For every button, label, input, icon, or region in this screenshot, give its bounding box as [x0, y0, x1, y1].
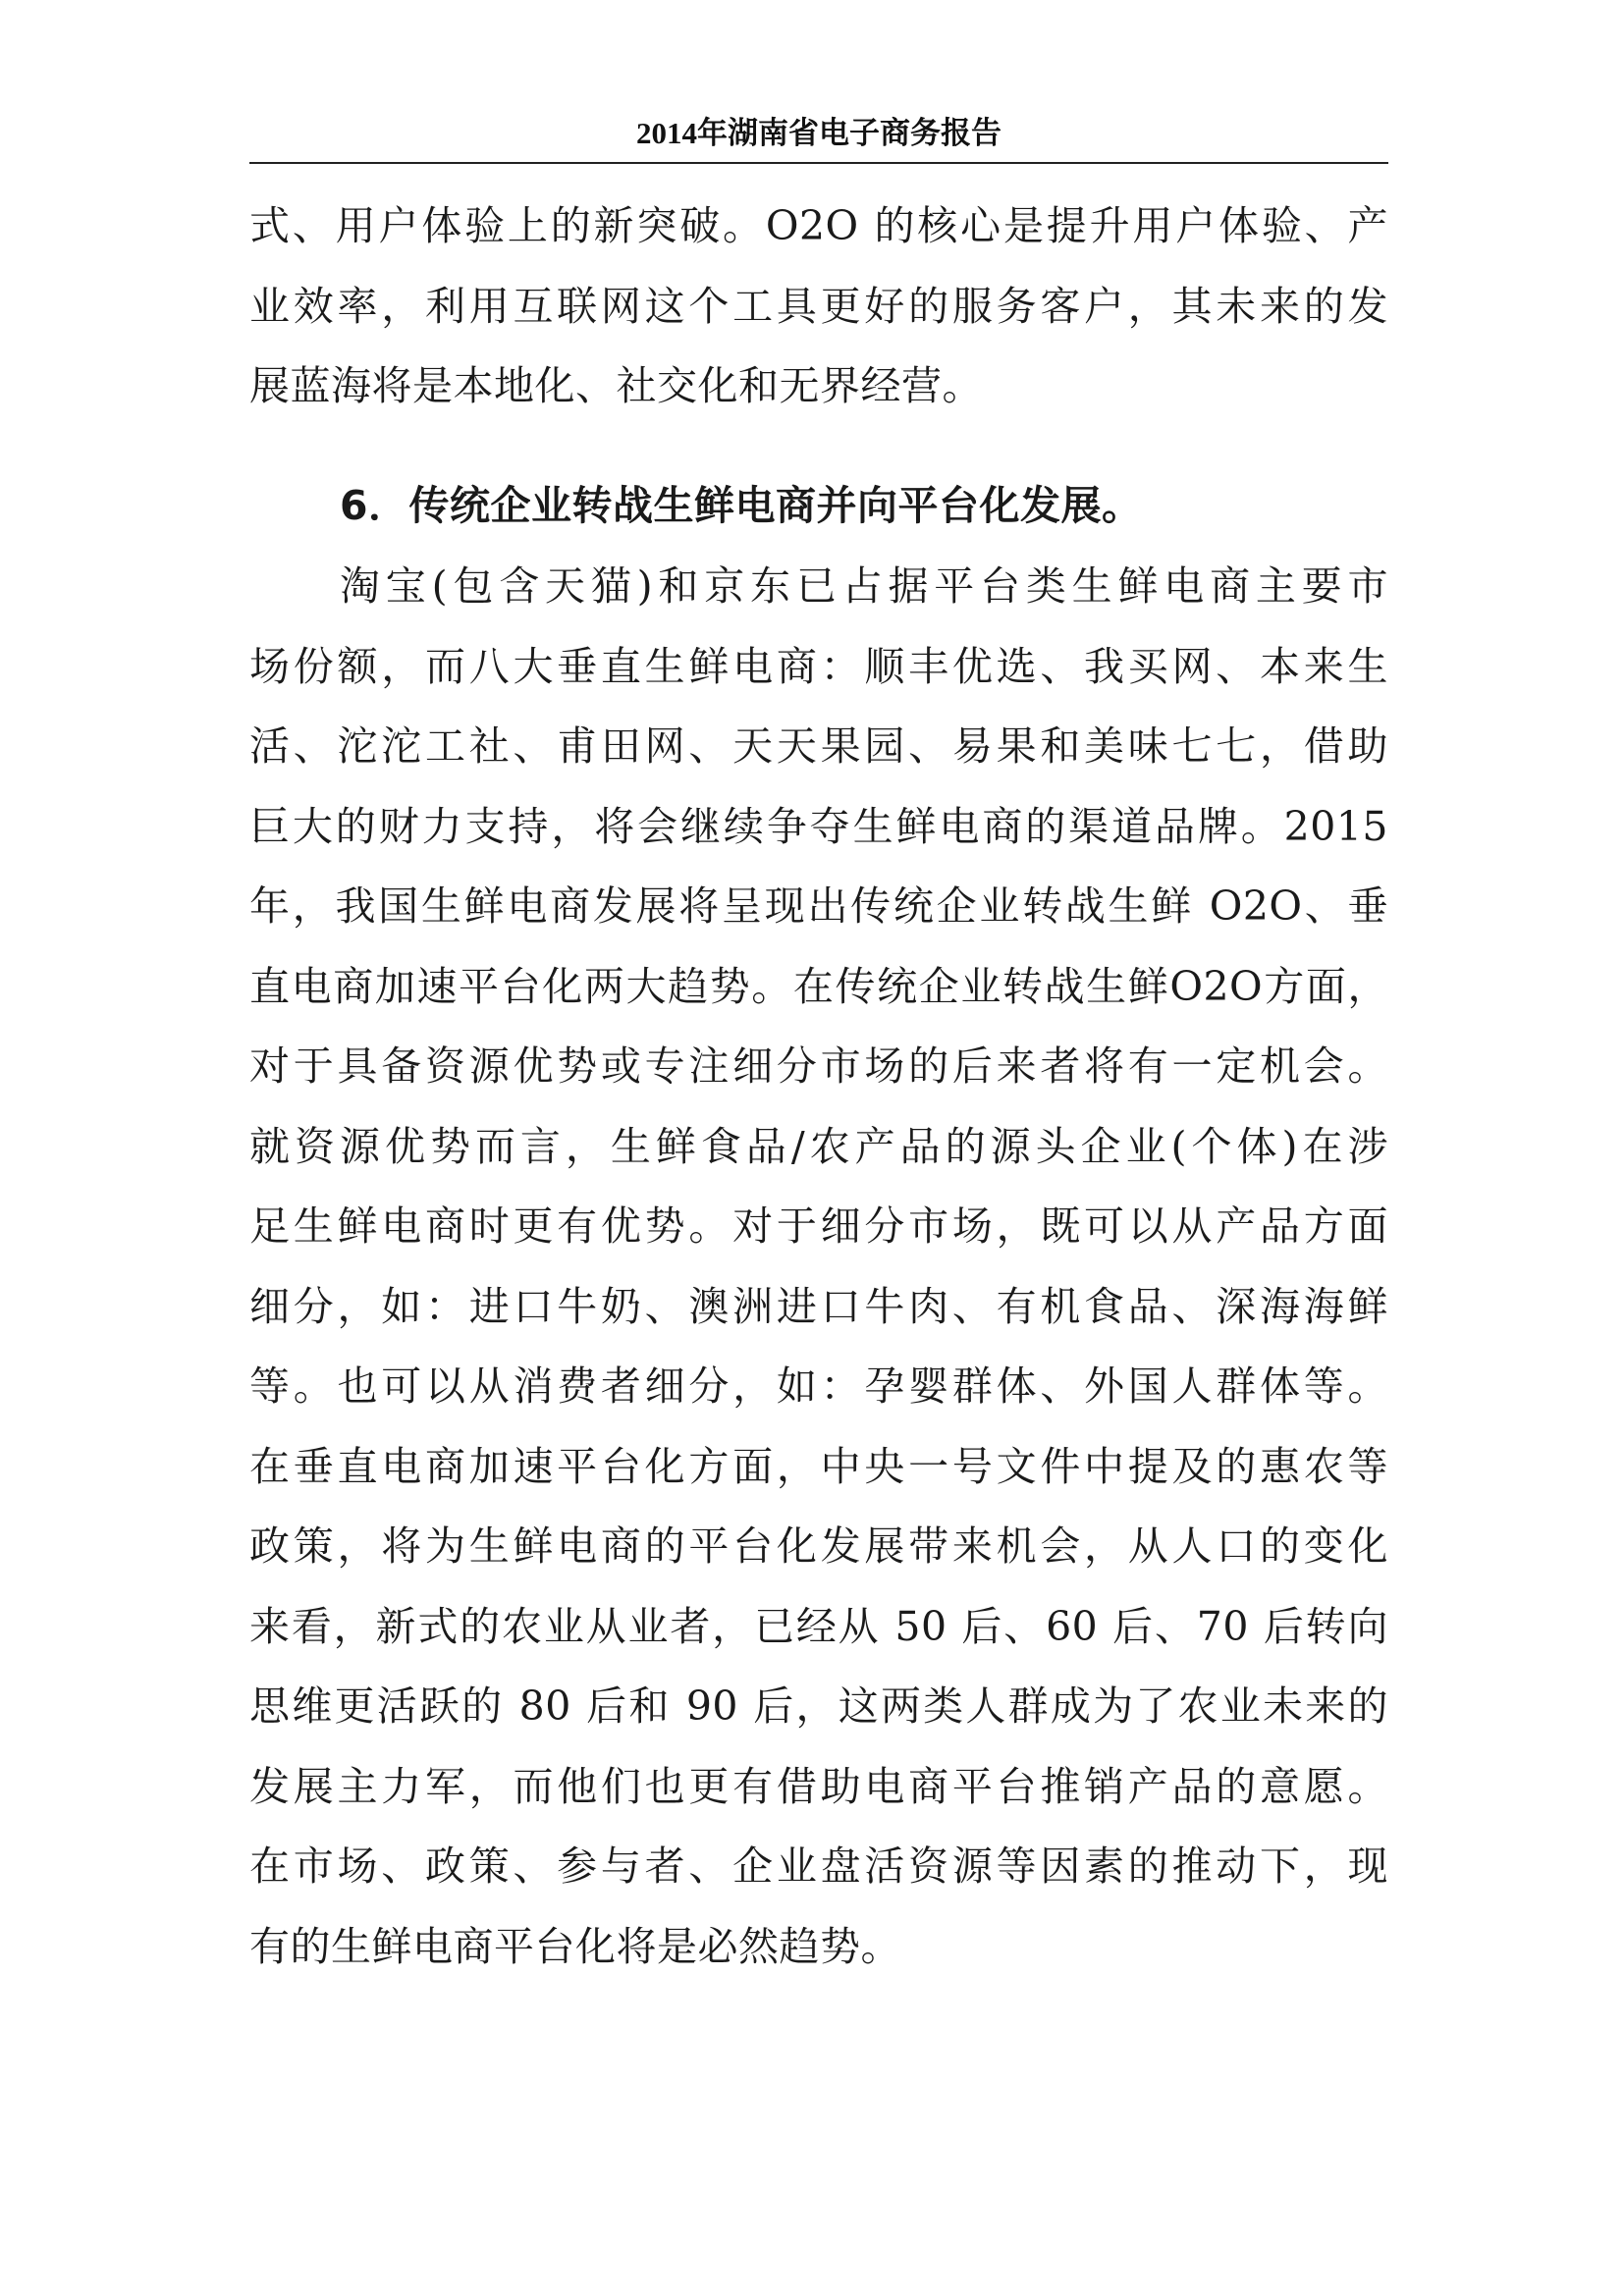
continuation-paragraph	[249, 187, 1388, 427]
paragraph-line: 来看，新式的农业从业者，已经从 50 后、60 后、70 后转向	[249, 1602, 1388, 1650]
paragraph-line: 就资源优势而言，生鲜食品/农产品的源头企业(个体)在涉	[249, 1122, 1388, 1170]
paragraph-line: 政策，将为生鲜电商的平台化发展带来机会，从人口的变化	[249, 1522, 1388, 1570]
paragraph-line: 有的生鲜电商平台化将是必然趋势。	[249, 1922, 901, 1970]
paragraph-line: 发展主力军，而他们也更有借助电商平台推销产品的意愿。	[249, 1762, 1388, 1810]
paragraph-line: 等。也可以从消费者细分，如：孕婴群体、外国人群体等。	[249, 1362, 1388, 1410]
paragraph-line: 活、沱沱工社、甫田网、天天果园、易果和美味七七，借助	[249, 722, 1388, 770]
paragraph-line: 思维更活跃的 80 后和 90 后，这两类人群成为了农业未来的	[249, 1682, 1388, 1730]
section-6	[249, 466, 1388, 547]
paragraph-line: 在市场、政策、参与者、企业盘活资源等因素的推动下，现	[249, 1842, 1388, 1890]
paragraph-line: 场份额，而八大垂直生鲜电商：顺丰优选、我买网、本来生	[249, 642, 1388, 690]
running-header: 2014年湖南省电子商务报告	[636, 116, 1001, 150]
paragraph-line: 细分，如：进口牛奶、澳洲进口牛肉、有机食品、深海海鲜	[249, 1282, 1388, 1330]
paragraph-line: 式、用户体验上的新突破。O2O 的核心是提升用户体验、产	[249, 202, 1388, 249]
paragraph-line: 在垂直电商加速平台化方面，中央一号文件中提及的惠农等	[249, 1442, 1388, 1490]
paragraph-line: 直电商加速平台化两大趋势。在传统企业转战生鲜O2O方面，	[249, 962, 1388, 1010]
paragraph-line: 年，我国生鲜电商发展将呈现出传统企业转战生鲜 O2O、垂	[249, 882, 1388, 930]
paragraph-line: 对于具备资源优势或专注细分市场的后来者将有一定机会。	[249, 1042, 1388, 1090]
section-heading: 6．传统企业转战生鲜电商并向平台化发展。	[340, 482, 1143, 529]
paragraph-line: 巨大的财力支持，将会继续争夺生鲜电商的渠道品牌。2015	[249, 802, 1388, 850]
paragraph-line: 展蓝海将是本地化、社交化和无界经营。	[249, 362, 983, 409]
header-rule	[249, 162, 1388, 164]
paragraph-line: 淘宝(包含天猫)和京东已占据平台类生鲜电商主要市	[340, 562, 1388, 610]
paragraph-line: 业效率，利用互联网这个工具更好的服务客户，其未来的发	[249, 282, 1388, 330]
paragraph-line: 足生鲜电商时更有优势。对于细分市场，既可以从产品方面	[249, 1202, 1388, 1250]
section-paragraph	[249, 547, 1388, 1987]
